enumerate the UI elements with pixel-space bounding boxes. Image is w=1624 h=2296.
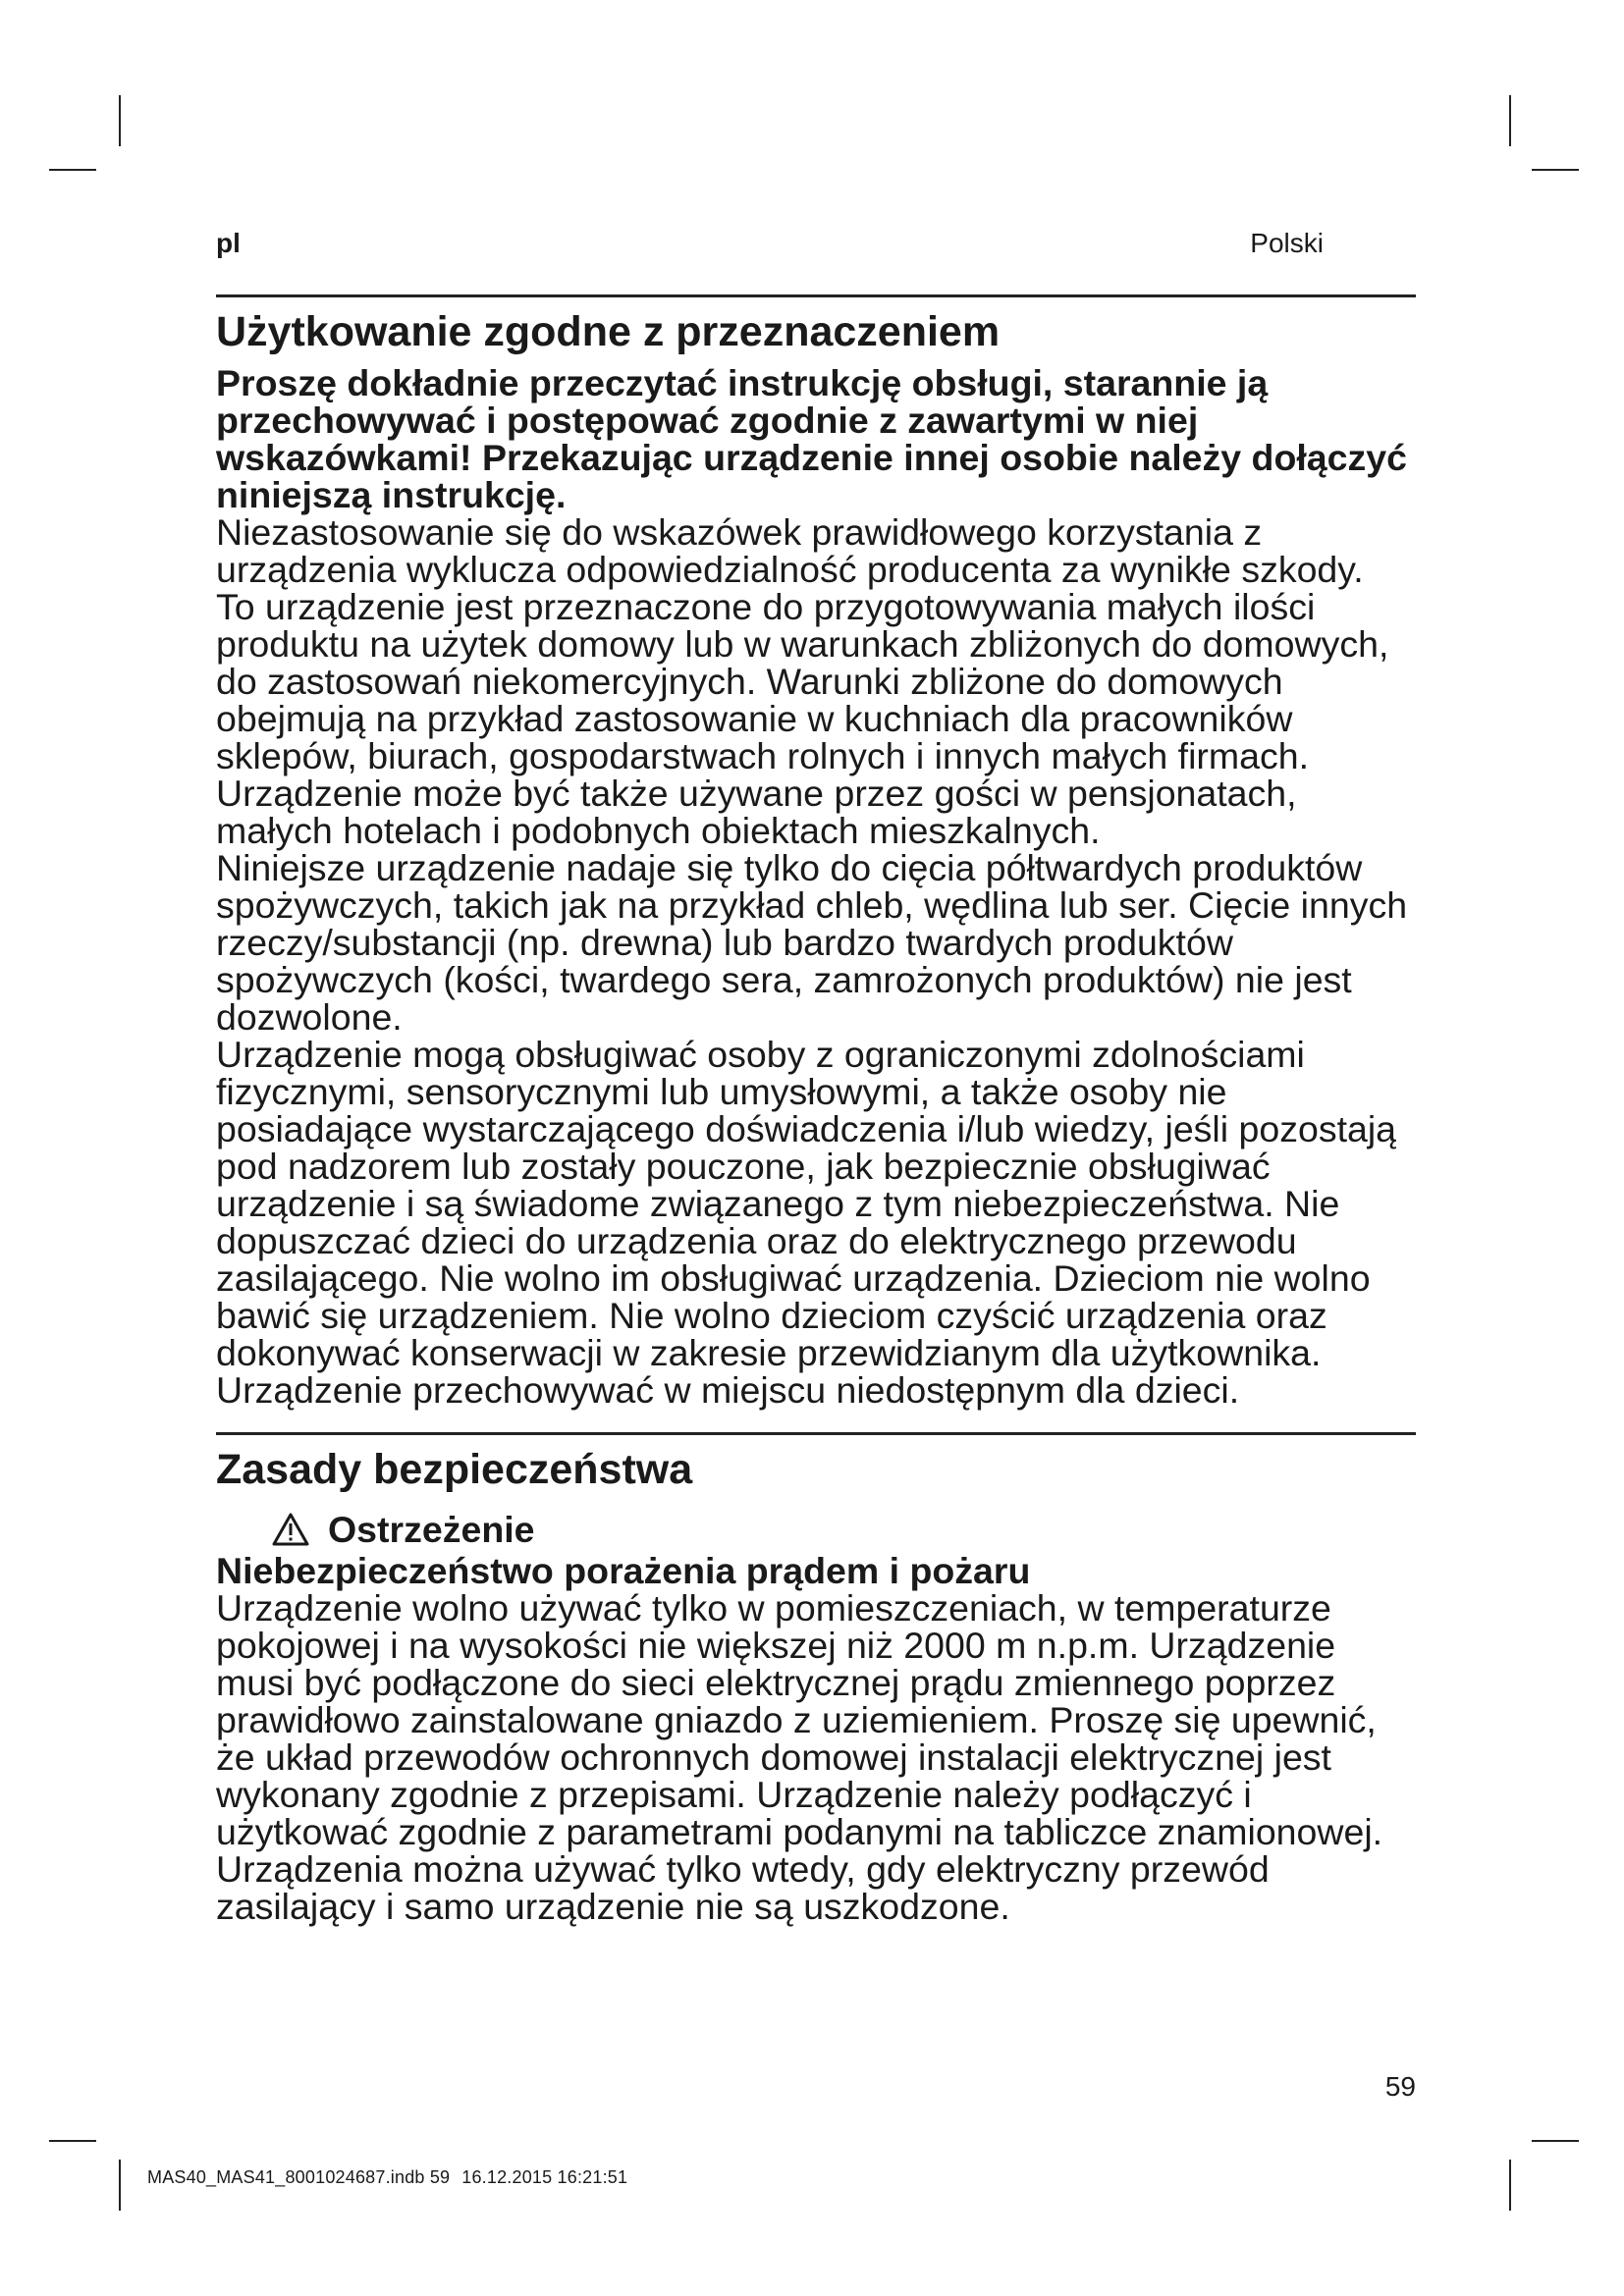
crop-mark-top-right-horizontal <box>1532 169 1579 171</box>
safety-section <box>216 1432 1416 1926</box>
crop-mark-top-left-horizontal <box>49 169 96 171</box>
warning-label: Ostrzeżenie <box>328 1509 535 1551</box>
crop-mark-bottom-left-horizontal <box>49 2140 96 2142</box>
paragraph-cutting-use: Niniejsze urządzenie nadaje się tylko do cięcia półtwardych produktów spożywczych, takich jak na przykład chleb, wędlina lub ser. Cięcie innych rzeczy/substancji (np. drewna) lub bardzo twardych produktów spożywczych (kości, twardego sera, zamrożonych produktów) nie jest dozwolone. <box>216 846 1408 1038</box>
paragraph-liability: Niezastosowanie się do wskazówek prawidłowego korzystania z urządzenia wyklucza odpowiedzialność producenta za wynikłe szkody. <box>216 510 1364 590</box>
warning-label-row <box>271 1509 1416 1551</box>
paragraph-electrical-safety: Urządzenie wolno używać tylko w pomieszczeniach, w temperaturze pokojowej i na wysokości nie większej niż 2000 m n.p.m. Urządzenie musi być podłączone do sieci elektrycznej prądu zmiennego poprzez prawidłowo zainstalowane gniazdo z uziemieniem. Proszę się upewnić, że układ przewodów ochronnych domowej instalacji elektrycznej jest wykonany zgodnie z przepisami. Urządzenie należy podłączyć i użytkować zgodnie z parametrami podanymi na tabliczce znamionowej. Urządzenia można używać tylko wtedy, gdy elektryczny przewód zasilający i samo urządzenie nie są uszkodzone. <box>216 1587 1383 1928</box>
paragraph-household-use: To urządzenie jest przeznaczone do przygotowywania małych ilości produktu na użytek domowy lub w warunkach zbliżonych do domowych, do zastosowań niekomercyjnych. Warunki zbliżone do domowych obejmują na przykład zastosowanie w kuchniach dla pracowników sklepów, biurach, gospodarstwach rolnych i innych małych firmach. Urządzenie może być także używane przez gości w pensjonatach, małych hotelach i podobnych obiektach mieszkalnych. <box>216 585 1389 851</box>
crop-mark-bottom-left-vertical <box>119 2160 121 2211</box>
section-title-intended-use: Użytkowanie zgodne z przeznaczeniem <box>216 308 1001 355</box>
section-divider <box>216 1432 1416 1435</box>
footer-timestamp: 16.12.2015 16:21:51 <box>461 2167 628 2187</box>
warning-triangle-icon <box>271 1512 310 1547</box>
footer-file-info: MAS40_MAS41_8001024687.indb 59 <box>147 2167 451 2187</box>
section-title-safety: Zasady bezpieczeństwa <box>216 1445 693 1493</box>
intro-bold-paragraph: Proszę dokładnie przeczytać instrukcję obsługi, starannie ją przechowywać i postępować zgodnie z zawartymi w niej wskazówkami! Przekazując urządzenie innej osobie należy dołączyć niniejszą instrukcję. <box>216 361 1407 515</box>
section-divider <box>216 294 1416 297</box>
page-number: 59 <box>1384 2071 1416 2102</box>
crop-mark-top-left-vertical <box>119 95 121 146</box>
paragraph-persons-children: Urządzenie mogą obsługiwać osoby z ograniczonymi zdolnościami fizycznymi, sensorycznymi lub umysłowymi, a także osoby nie posiadające wystarczającego doświadczenia i/lub wiedzy, jeśli pozostają pod nadzorem lub zostały pouczone, jak bezpiecznie obsługiwać urządzenie i są świadome związanego z tym niebezpieczeństwa. Nie dopuszczać dzieci do urządzenia oraz do elektrycznego przewodu zasilającego. Nie wolno im obsługiwać urządzenia. Dzieciom nie wolno bawić się urządzeniem. Nie wolno dzieciom czyścić urządzenia oraz dokonywać konserwacji w zakresie przewidzianym dla użytkownika. Urządzenie przechowywać w miejscu niedostępnym dla dzieci. <box>216 1033 1397 1411</box>
language-name: Polski <box>1250 228 1324 258</box>
print-footer <box>147 2167 627 2188</box>
language-code: pl <box>216 228 241 258</box>
crop-mark-bottom-right-horizontal <box>1532 2140 1579 2142</box>
crop-mark-top-right-vertical <box>1509 95 1511 146</box>
crop-mark-bottom-right-vertical <box>1509 2160 1511 2211</box>
hazard-heading: Niebezpieczeństwo porażenia prądem i pożaru <box>216 1550 1031 1592</box>
page-content <box>216 294 1416 1928</box>
